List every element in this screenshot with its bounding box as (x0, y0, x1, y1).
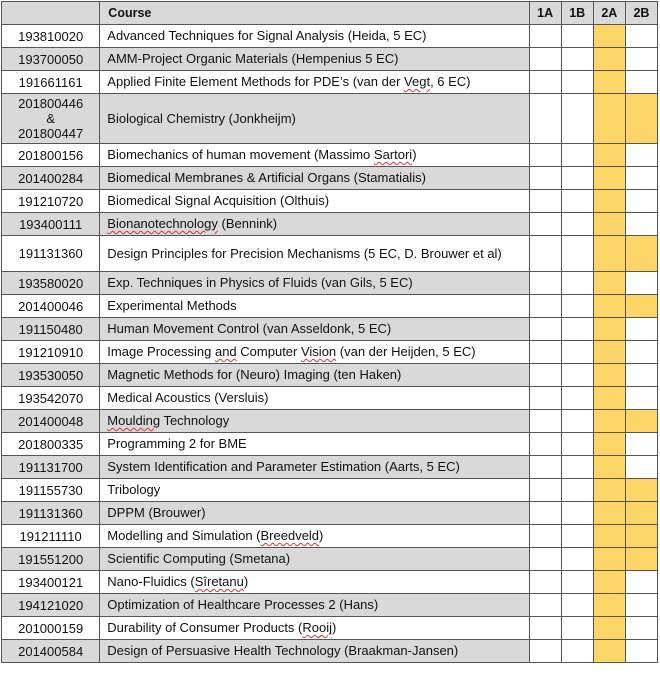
quarter-cell-2a (593, 213, 625, 236)
course-name: Tribology (100, 479, 529, 502)
quarter-cell-1b (561, 640, 593, 663)
course-code: 201400284 (2, 167, 100, 190)
quarter-cell-2a (593, 190, 625, 213)
quarter-cell-2b (625, 295, 657, 318)
quarter-cell-2a (593, 94, 625, 144)
quarter-cell-1a (529, 525, 561, 548)
quarter-cell-1a (529, 318, 561, 341)
table-row (2, 456, 658, 479)
quarter-cell-1a (529, 364, 561, 387)
quarter-cell-1a (529, 236, 561, 272)
quarter-cell-2b (625, 272, 657, 295)
table-row (2, 48, 658, 71)
quarter-cell-2a (593, 594, 625, 617)
table-row (2, 594, 658, 617)
table-row (2, 236, 658, 272)
course-name: Experimental Methods (100, 295, 529, 318)
table-row (2, 272, 658, 295)
course-name: Optimization of Healthcare Processes 2 (Hans) (100, 594, 529, 617)
course-name: Medical Acoustics (Versluis) (100, 387, 529, 410)
table-row (2, 387, 658, 410)
course-name: Advanced Techniques for Signal Analysis (Heida, 5 EC) (100, 25, 529, 48)
course-name: DPPM (Brouwer) (100, 502, 529, 525)
quarter-cell-1b (561, 410, 593, 433)
quarter-cell-1a (529, 479, 561, 502)
quarter-cell-1a (529, 213, 561, 236)
quarter-cell-1b (561, 387, 593, 410)
course-name: Modelling and Simulation (Breedveld) (100, 525, 529, 548)
table-row (2, 548, 658, 571)
quarter-cell-2b (625, 25, 657, 48)
header-row (2, 2, 658, 25)
quarter-cell-2b (625, 213, 657, 236)
quarter-cell-1b (561, 48, 593, 71)
course-code: 201000159 (2, 617, 100, 640)
quarter-cell-2a (593, 433, 625, 456)
header-course: Course (100, 2, 529, 25)
course-name: Programming 2 for BME (100, 433, 529, 456)
course-name: Design of Persuasive Health Technology (Braakman-Jansen) (100, 640, 529, 663)
quarter-cell-2b (625, 94, 657, 144)
quarter-cell-2b (625, 617, 657, 640)
course-name: AMM-Project Organic Materials (Hempenius 5 EC) (100, 48, 529, 71)
course-name: Nano-Fluidics (Sîretanu) (100, 571, 529, 594)
quarter-cell-1a (529, 25, 561, 48)
quarter-cell-1b (561, 456, 593, 479)
quarter-cell-2b (625, 502, 657, 525)
course-name: Biomedical Membranes & Artificial Organs (Stamatialis) (100, 167, 529, 190)
quarter-cell-1b (561, 295, 593, 318)
course-name: Durability of Consumer Products (Rooij) (100, 617, 529, 640)
quarter-cell-1b (561, 364, 593, 387)
quarter-cell-1a (529, 433, 561, 456)
course-name: System Identification and Parameter Estimation (Aarts, 5 EC) (100, 456, 529, 479)
quarter-cell-2b (625, 594, 657, 617)
quarter-cell-2a (593, 48, 625, 71)
course-code: 191551200 (2, 548, 100, 571)
quarter-cell-1b (561, 479, 593, 502)
header-code (2, 2, 100, 25)
course-code: 201400048 (2, 410, 100, 433)
quarter-cell-1b (561, 167, 593, 190)
quarter-cell-2a (593, 502, 625, 525)
quarter-cell-2a (593, 71, 625, 94)
course-code: 201800446 & 201800447 (2, 94, 100, 144)
course-code: 191211110 (2, 525, 100, 548)
quarter-cell-1b (561, 318, 593, 341)
quarter-cell-1b (561, 94, 593, 144)
table-row (2, 25, 658, 48)
quarter-cell-1b (561, 571, 593, 594)
table-row (2, 190, 658, 213)
quarter-cell-2a (593, 617, 625, 640)
quarter-cell-2a (593, 236, 625, 272)
quarter-cell-2a (593, 640, 625, 663)
table-row (2, 71, 658, 94)
quarter-cell-2b (625, 410, 657, 433)
table-row (2, 410, 658, 433)
quarter-cell-1b (561, 548, 593, 571)
quarter-cell-1a (529, 594, 561, 617)
quarter-cell-2b (625, 571, 657, 594)
quarter-cell-1a (529, 410, 561, 433)
course-code: 191131360 (2, 502, 100, 525)
quarter-cell-2a (593, 387, 625, 410)
quarter-cell-1a (529, 94, 561, 144)
quarter-cell-1a (529, 71, 561, 94)
header-quarter-1a: 1A (529, 2, 561, 25)
quarter-cell-1b (561, 25, 593, 48)
quarter-cell-2a (593, 341, 625, 364)
course-code: 201800156 (2, 144, 100, 167)
quarter-cell-2a (593, 167, 625, 190)
quarter-cell-1b (561, 617, 593, 640)
quarter-cell-2b (625, 387, 657, 410)
quarter-cell-2b (625, 456, 657, 479)
quarter-cell-2b (625, 640, 657, 663)
quarter-cell-1a (529, 190, 561, 213)
table-row (2, 295, 658, 318)
quarter-cell-1a (529, 295, 561, 318)
course-code: 201800335 (2, 433, 100, 456)
course-name: Magnetic Methods for (Neuro) Imaging (ten Haken) (100, 364, 529, 387)
quarter-cell-1a (529, 48, 561, 71)
quarter-cell-2b (625, 144, 657, 167)
quarter-cell-2a (593, 571, 625, 594)
course-code: 201400584 (2, 640, 100, 663)
quarter-cell-1a (529, 640, 561, 663)
header-quarter-2a: 2A (593, 2, 625, 25)
table-row (2, 502, 658, 525)
course-name: Biomedical Signal Acquisition (Olthuis) (100, 190, 529, 213)
quarter-cell-1a (529, 571, 561, 594)
quarter-cell-1a (529, 144, 561, 167)
course-name: Design Principles for Precision Mechanisms (5 EC, D. Brouwer et al) (100, 236, 529, 272)
quarter-cell-2b (625, 318, 657, 341)
course-name: Biomechanics of human movement (Massimo Sartori) (100, 144, 529, 167)
quarter-cell-2b (625, 364, 657, 387)
course-code: 193810020 (2, 25, 100, 48)
course-name: Scientific Computing (Smetana) (100, 548, 529, 571)
quarter-cell-2b (625, 190, 657, 213)
table-row (2, 571, 658, 594)
course-code: 194121020 (2, 594, 100, 617)
quarter-cell-2b (625, 433, 657, 456)
course-code: 191210910 (2, 341, 100, 364)
quarter-cell-1a (529, 341, 561, 364)
quarter-cell-1b (561, 213, 593, 236)
course-code: 191131360 (2, 236, 100, 272)
table-row (2, 341, 658, 364)
quarter-cell-1b (561, 525, 593, 548)
quarter-cell-2a (593, 456, 625, 479)
table-row (2, 364, 658, 387)
quarter-cell-1a (529, 272, 561, 295)
quarter-cell-1a (529, 502, 561, 525)
table-row (2, 479, 658, 502)
course-code: 193580020 (2, 272, 100, 295)
quarter-cell-1b (561, 502, 593, 525)
quarter-cell-2a (593, 410, 625, 433)
quarter-cell-2a (593, 479, 625, 502)
quarter-cell-1b (561, 272, 593, 295)
table-row (2, 640, 658, 663)
quarter-cell-2b (625, 479, 657, 502)
table-row (2, 144, 658, 167)
quarter-cell-2b (625, 236, 657, 272)
course-table (1, 1, 658, 663)
quarter-cell-2a (593, 25, 625, 48)
course-code: 193530050 (2, 364, 100, 387)
course-code: 191661161 (2, 71, 100, 94)
table-row (2, 167, 658, 190)
course-code: 191150480 (2, 318, 100, 341)
quarter-cell-2a (593, 272, 625, 295)
quarter-cell-2b (625, 525, 657, 548)
course-name: Image Processing and Computer Vision (van der Heijden, 5 EC) (100, 341, 529, 364)
quarter-cell-1a (529, 548, 561, 571)
quarter-cell-2a (593, 525, 625, 548)
quarter-cell-1a (529, 387, 561, 410)
course-name: Applied Finite Element Methods for PDE’s (van der Vegt, 6 EC) (100, 71, 529, 94)
table-row (2, 617, 658, 640)
course-name: Moulding Technology (100, 410, 529, 433)
course-code: 193700050 (2, 48, 100, 71)
header-quarter-2b: 2B (625, 2, 657, 25)
course-code: 193400111 (2, 213, 100, 236)
quarter-cell-1b (561, 236, 593, 272)
quarter-cell-1b (561, 341, 593, 364)
quarter-cell-1a (529, 167, 561, 190)
course-code: 191131700 (2, 456, 100, 479)
course-name: Bionanotechnology (Bennink) (100, 213, 529, 236)
course-code: 191155730 (2, 479, 100, 502)
table-row (2, 213, 658, 236)
table-row (2, 525, 658, 548)
quarter-cell-2a (593, 364, 625, 387)
course-code: 191210720 (2, 190, 100, 213)
quarter-cell-1b (561, 71, 593, 94)
table-row (2, 433, 658, 456)
header-quarter-1b: 1B (561, 2, 593, 25)
course-name: Biological Chemistry (Jonkheijm) (100, 94, 529, 144)
quarter-cell-2b (625, 548, 657, 571)
quarter-cell-2b (625, 71, 657, 94)
course-code: 193400121 (2, 571, 100, 594)
quarter-cell-2a (593, 318, 625, 341)
quarter-cell-1b (561, 433, 593, 456)
quarter-cell-2b (625, 341, 657, 364)
table-row (2, 318, 658, 341)
quarter-cell-2a (593, 548, 625, 571)
quarter-cell-2a (593, 295, 625, 318)
quarter-cell-2b (625, 167, 657, 190)
quarter-cell-2b (625, 48, 657, 71)
course-name: Human Movement Control (van Asseldonk, 5 EC) (100, 318, 529, 341)
quarter-cell-1b (561, 144, 593, 167)
course-code: 193542070 (2, 387, 100, 410)
course-name: Exp. Techniques in Physics of Fluids (van Gils, 5 EC) (100, 272, 529, 295)
quarter-cell-2a (593, 144, 625, 167)
course-code: 201400046 (2, 295, 100, 318)
quarter-cell-1a (529, 617, 561, 640)
table-row (2, 94, 658, 144)
quarter-cell-1b (561, 190, 593, 213)
quarter-cell-1a (529, 456, 561, 479)
quarter-cell-1b (561, 594, 593, 617)
